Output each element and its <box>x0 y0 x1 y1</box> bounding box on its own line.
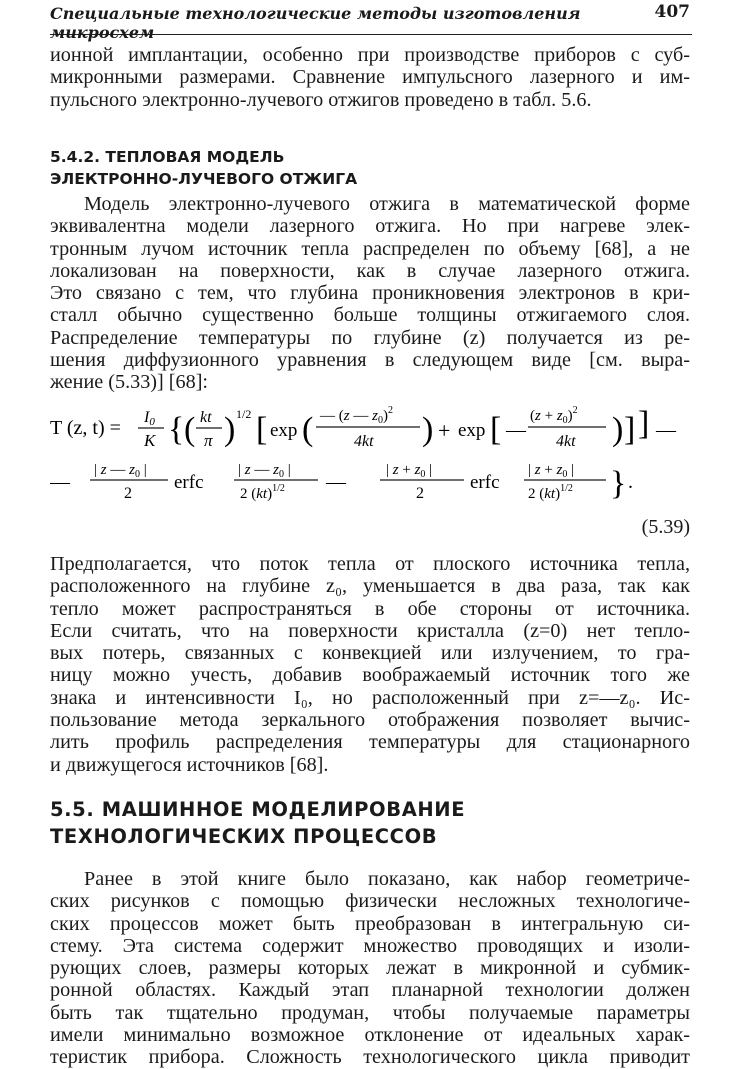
exp-label: exp <box>270 420 298 441</box>
text-line: эквивалентна модели лазерного отжига. Но при нагреве элек- <box>50 215 690 238</box>
svg-text:2: 2 <box>124 485 132 502</box>
text-line: тепло может распространяться в обе стороны от источника. <box>50 597 690 620</box>
text-line: тронным лучом источник тепла распределен по объему [68], а не <box>50 237 690 260</box>
subsection-heading <box>50 146 690 190</box>
text-line: ронной областях. Каждый этап планарной технологии должен <box>50 979 690 1002</box>
text-line: Модель электронно-лучевого отжига в математической форме <box>84 193 690 215</box>
svg-text:| z + z0 |: | $z + z_0$ | <box>386 462 433 480</box>
svg-text:— (z — z0)2: — (z — $z_0)^2$ <box>320 405 393 426</box>
text-line: быть так тщательно продуман, чтобы получаемые параметры <box>50 1001 690 1024</box>
svg-text:(: ( <box>302 411 314 448</box>
text-line: расположенного на глубине z₀, уменьшается в два раза, так как <box>50 575 690 598</box>
svg-text:]: ] <box>624 411 636 448</box>
svg-text:—: — <box>50 471 70 493</box>
svg-text:K: K <box>144 431 156 450</box>
svg-text:4kt: 4kt <box>354 433 374 450</box>
svg-text:2: 2 <box>416 485 424 502</box>
text-line: теристик прибора. Сложность технологического цикла приводит <box>50 1046 690 1069</box>
text-line: ских процессов может быть преобразован в интегральную си- <box>50 912 690 935</box>
svg-text:]: ] <box>638 405 650 442</box>
text-line: рующих слоев, размеры которых лежат в микронной и субмик- <box>50 957 690 980</box>
svg-text:[: [ <box>490 411 502 448</box>
subsection-heading-line: ЭЛЕКТРОННО-ЛУЧЕВОГО ОТЖИГА <box>50 170 358 188</box>
section-heading <box>50 796 690 850</box>
svg-text:): ) <box>422 411 434 448</box>
erfc-label: erfc <box>470 472 500 493</box>
exp-label: exp <box>458 420 486 441</box>
text-line: и движущегося источников [68]. <box>50 753 329 776</box>
erfc-label: erfc <box>174 472 204 493</box>
text-line: Распределение температуры по глубине (z) получается из ре- <box>50 326 690 349</box>
paragraph-assumption <box>50 553 690 776</box>
text-line: локализован на поверхности, как в случае лазерного отжига. <box>50 259 690 282</box>
text-line: ницу можно учесть, добавив воображаемый источник того же <box>50 664 690 687</box>
section-heading-line: 5.5. МАШИННОЕ МОДЕЛИРОВАНИЕ <box>50 798 466 821</box>
svg-text:1/2: 1/2 <box>236 407 252 421</box>
text-line: шения диффузионного уравнения в следующем виде [см. выра- <box>50 349 690 372</box>
paragraph-model <box>50 193 690 394</box>
paragraph-intro <box>50 44 690 111</box>
svg-text:[: [ <box>256 411 268 448</box>
svg-text:—: — <box>506 419 526 441</box>
svg-text:—: — <box>326 471 346 493</box>
text-line: сталл обычно существенно больше толщины отжигаемого слоя. <box>50 304 690 327</box>
equation-lhs: T (z, t) = <box>50 417 121 439</box>
svg-text:| z — z0 |: | z — $z_0$ | <box>94 462 147 480</box>
svg-text:| z + z0 |: | $z + z_0$ | <box>528 462 575 480</box>
text-line: ионной имплантации, особенно при производстве приборов с суб- <box>50 44 690 66</box>
svg-text:—: — <box>656 419 676 441</box>
equation-number: (5.39) <box>641 516 690 538</box>
text-line: имели минимально возможное отклонение от идеальных харак- <box>50 1024 690 1047</box>
subsection-heading-line: 5.4.2. ТЕПЛОВАЯ МОДЕЛЬ <box>50 148 285 166</box>
text-line: Ранее в этой книге было показано, как набор геометриче- <box>84 868 690 890</box>
text-line: знака и интенсивности I₀, но расположенный при z=—z₀. Ис- <box>50 686 690 709</box>
svg-text:+: + <box>438 418 451 443</box>
svg-text:I0: I0 <box>144 409 155 428</box>
svg-text:): ) <box>612 411 624 448</box>
text-line: микронными размерами. Сравнение импульсного лазерного и им- <box>50 66 690 89</box>
svg-text:π: π <box>204 431 213 450</box>
svg-text:{: { <box>168 411 185 448</box>
paragraph-final <box>50 868 690 1069</box>
text-line: пульсного электронно-лучевого отжигов проведено в табл. 5.6. <box>50 88 592 111</box>
svg-text:4kt: 4kt <box>556 433 576 450</box>
text-line: стему. Эта система содержит множество проводящих и изоли- <box>50 934 690 957</box>
text-line: лить профиль распределения температуры для стационарного <box>50 731 690 754</box>
text-line: жение (5.33)] [68]: <box>50 371 209 394</box>
svg-text:kt: kt <box>200 409 212 426</box>
svg-text:}: } <box>610 465 627 502</box>
text-line: ских рисунков с помощью физически несложных технологиче- <box>50 890 690 913</box>
svg-text:.: . <box>628 471 633 493</box>
text-line: Это связано с тем, что глубина проникновения электронов в кри- <box>50 282 690 305</box>
text-line: пользование метода зеркального отображения позволяет вычис- <box>50 709 690 732</box>
page-number: 407 <box>654 2 690 22</box>
text-line: Предполагается, что поток тепла от плоского источника тепла, <box>50 553 690 575</box>
text-line: вых потерь, связанных с конвекцией или излучением, то гра- <box>50 642 690 665</box>
svg-text:| z — z0 |: | z — $z_0$ | <box>238 462 291 480</box>
text-line: Если считать, что на поверхности кристалла (z=0) нет тепло- <box>50 619 690 642</box>
svg-text:(z + z0)2: $(z + z_0)^2$ <box>530 405 578 426</box>
svg-text:): ) <box>224 411 236 448</box>
svg-text:(: ( <box>184 411 196 448</box>
section-heading-line: ТЕХНОЛОГИЧЕСКИХ ПРОЦЕССОВ <box>50 825 438 848</box>
running-header-title: Специальные технологические методы изготовления микросхем <box>50 4 581 42</box>
running-header <box>50 0 692 42</box>
svg-text:2 (kt)1/2: 2 (kt)$^{1/2}$ <box>240 483 285 502</box>
svg-text:2 (kt)1/2: 2 (kt)$^{1/2}$ <box>528 483 573 502</box>
equation-5-39 <box>50 396 692 506</box>
